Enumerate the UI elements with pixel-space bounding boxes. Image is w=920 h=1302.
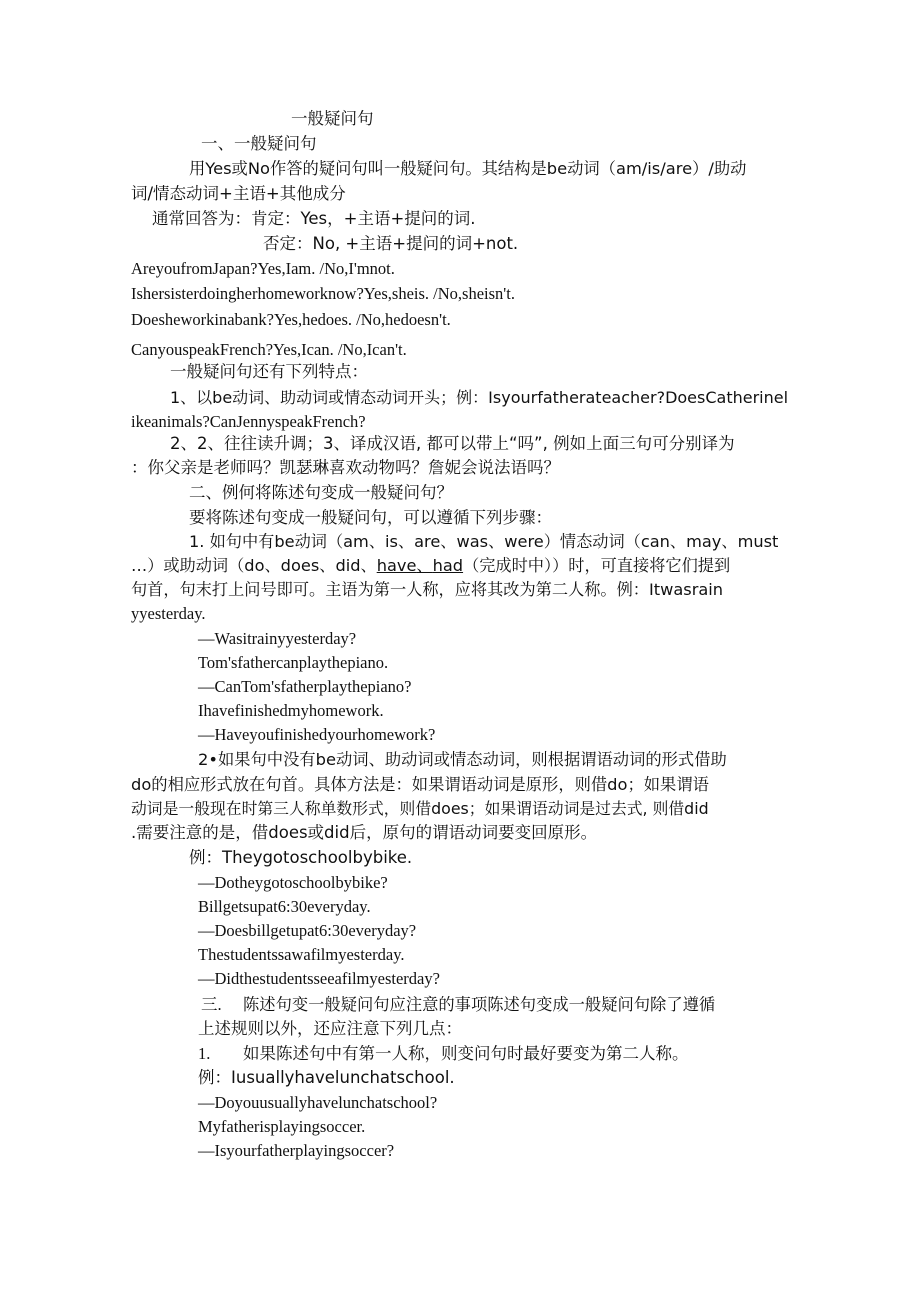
step2-line1: 2•如果句中没有be动词、助动词或情态动词，则根据谓语动词的形式借助 [198, 750, 727, 769]
feature2-line2: ：你父亲是老师吗？凯瑟琳喜欢动物吗？詹妮会说法语吗？ [131, 458, 560, 477]
section3-example: —Doyouusuallyhavelunchatschool? [198, 1093, 438, 1112]
step2-line3: 动词是一般现在时第三人称单数形式，则借does；如果谓语动词是过去式, 则借did [131, 799, 709, 818]
step2-example-label: 例：Theygotoschoolbybike. [189, 848, 413, 867]
definition-line2: 词/情态动词+主语+其他成分 [131, 184, 346, 203]
example-sentence: CanyouspeakFrench?Yes,Ican. /No,Ican't. [131, 340, 407, 359]
point1-example: 例：Iusuallyhavelunchatschool. [198, 1068, 455, 1087]
step2-example: —Doesbillgetupat6:30everyday? [198, 921, 417, 940]
section3-example: —Isyourfatherplayingsoccer? [198, 1141, 395, 1160]
answer-affirmative: 通常回答为：肯定：Yes，+主语+提问的词. [152, 209, 476, 228]
section3-example: Myfatherisplayingsoccer. [198, 1117, 366, 1136]
section3-heading-line1: 陈述句变一般疑问句应注意的事项陈述句变成一般疑问句除了遵循 [243, 995, 716, 1014]
section3-number: 三. [201, 995, 222, 1014]
step2-example: —Dotheygotoschoolbybike? [198, 873, 388, 892]
step2-line2: do的相应形式放在句首。具体方法是：如果谓语动词是原形，则借do；如果谓语 [131, 775, 709, 794]
step1-line2-pre: …）或助动词（do、does、did、 [131, 556, 377, 575]
feature1-line1: 1、以be动词、助动词或情态动词开头；例：Isyourfatherateacher?DoesCatherinel [170, 388, 789, 407]
example-sentence: Ishersisterdoingherhomeworknow?Yes,sheis. /No,sheisn't. [131, 284, 515, 303]
section2-heading: 二、例何将陈述句变成一般疑问句？ [189, 483, 453, 502]
step1-had: had [432, 556, 464, 575]
step2-example: Billgetsupat6:30everyday. [198, 897, 371, 916]
step1-example: —Wasitrainyyesterday? [198, 629, 357, 648]
example-sentence: Doesheworkinabank?Yes,hedoes. /No,hedoesn't. [131, 310, 451, 329]
step1-line4: yyesterday. [131, 604, 206, 623]
step2-example: —Didthestudentsseeafilmyesterday? [198, 969, 440, 988]
point1-number: 1. [198, 1044, 211, 1063]
step1-have: have [376, 556, 417, 575]
step1-example: Tom'sfathercanplaythepiano. [198, 653, 389, 672]
step1-example: —Haveyoufinishedyourhomework? [198, 725, 436, 744]
section2-intro: 要将陈述句变成一般疑问句，可以遵循下列步骤： [189, 508, 552, 527]
step1-example: Ihavefinishedmyhomework. [198, 701, 384, 720]
answer-negative: 否定：No, +主语+提问的词+not. [263, 234, 519, 253]
step2-example: Thestudentssawafilmyesterday. [198, 945, 405, 964]
section3-heading-line2: 上述规则以外，还应注意下列几点： [198, 1019, 462, 1038]
feature1-line2: ikeanimals?CanJennyspeakFrench? [131, 412, 366, 431]
feature2-line1: 2、2、往往读升调；3、译成汉语, 都可以带上“吗”, 例如上面三句可分别译为 [170, 434, 735, 453]
step2-line4: .需要注意的是，借does或did后，原句的谓语动词要变回原形。 [131, 823, 598, 842]
step1-line2-post: （完成时中））时，可直接将它们提到 [463, 556, 731, 575]
step1-line1: 1. 如句中有be动词（am、is、are、was、were）情态动词（can、may、must [189, 532, 779, 551]
page-title: 一般疑问句 [291, 109, 374, 128]
point1-text: 如果陈述句中有第一人称，则变问句时最好要变为第二人称。 [243, 1044, 689, 1063]
example-sentence: AreyoufromJapan?Yes,Iam. /No,I'mnot. [131, 259, 395, 278]
definition-line1: 用Yes或No作答的疑问句叫一般疑问句。其结构是be动词（am/is/are）/助动 [189, 159, 747, 178]
step1-line2 [131, 554, 730, 578]
step1-line3: 句首，句末打上问号即可。主语为第一人称，应将其改为第二人称。例：Itwasrain [131, 580, 724, 599]
features-heading: 一般疑问句还有下列特点： [170, 362, 368, 381]
section1-heading: 一、一般疑问句 [201, 134, 317, 153]
step1-example: —CanTom'sfatherplaythepiano? [198, 677, 412, 696]
step1-sep: 、 [416, 556, 433, 575]
